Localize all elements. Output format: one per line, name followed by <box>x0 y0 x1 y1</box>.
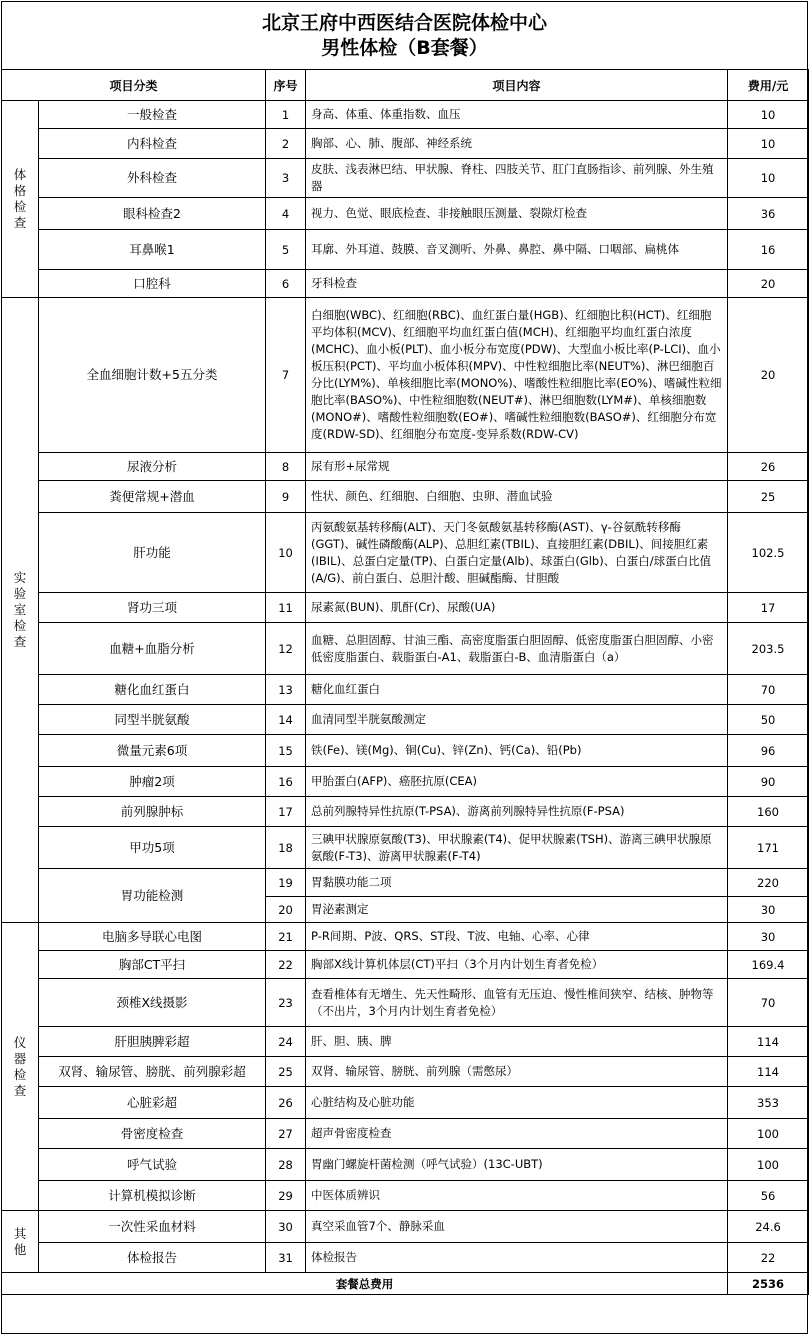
header-seq: 序号 <box>266 70 306 101</box>
table-row <box>2 979 809 1027</box>
seq-cell: 11 <box>266 593 306 623</box>
table-row <box>2 923 809 951</box>
table-row <box>2 623 809 675</box>
fee-cell: 20 <box>728 298 809 453</box>
fee-cell: 100 <box>728 1119 809 1149</box>
content-cell: 糖化血红蛋白 <box>306 675 728 705</box>
category-cell: 电脑多导联心电图 <box>39 923 266 951</box>
seq-cell: 2 <box>266 129 306 159</box>
header-category: 项目分类 <box>2 70 266 101</box>
fee-cell: 16 <box>728 230 809 270</box>
category-cell: 肾功三项 <box>39 593 266 623</box>
table-row <box>2 1027 809 1057</box>
fee-cell: 30 <box>728 923 809 951</box>
fee-cell: 100 <box>728 1149 809 1181</box>
content-cell: 尿有形+尿常规 <box>306 453 728 481</box>
content-cell: 胃黏膜功能二项 <box>306 869 728 897</box>
seq-cell: 4 <box>266 198 306 230</box>
fee-cell: 26 <box>728 453 809 481</box>
fee-cell: 220 <box>728 869 809 897</box>
content-cell: 中医体质辨识 <box>306 1181 728 1211</box>
content-cell: 白细胞(WBC)、红细胞(RBC)、血红蛋白量(HGB)、红细胞比积(HCT)、红细胞平均体积(MCV)、红细胞平均血红蛋白值(MCH)、红细胞平均血红蛋白浓度(MCHC)、血小板(PLT)、血小板分布宽度(PDW)、大型血小板比率(P-LCI)、血小板压积(PCT)、平均血小板体积(MPV)、中性粒细胞比率(NEUT%)、淋巴细胞百分比(LYM%)、单核细胞比率(MONO%)、嗜酸性粒细胞比率(EO%)、嗜碱性粒细胞比率(BASO%)、中性粒细胞数(NEUT#)、淋巴细胞数(LYM#)、单核细胞数(MONO#)、嗜酸性粒细胞数(EO#)、嗜碱性粒细胞数(BASO#)、红细胞分布宽度(RDW-SD)、红细胞分布宽度-变异系数(RDW-CV) <box>306 298 728 453</box>
seq-cell: 6 <box>266 270 306 298</box>
content-cell: 查看椎体有无增生、先天性畸形、血管有无压迫、慢性椎间狭窄、结核、肿物等（不出片，3个月内计划生育者免检） <box>306 979 728 1027</box>
table-row <box>2 675 809 705</box>
table-row <box>2 198 809 230</box>
group-label-lab: 实 验 室 检 查 <box>2 298 39 923</box>
category-cell: 全血细胞计数+5五分类 <box>39 298 266 453</box>
content-cell: 胸部、心、肺、腹部、神经系统 <box>306 129 728 159</box>
table-row <box>2 1149 809 1181</box>
table-row <box>2 705 809 735</box>
table-row <box>2 593 809 623</box>
content-cell: 心脏结构及心脏功能 <box>306 1087 728 1119</box>
group-label-other: 其 他 <box>2 1211 39 1273</box>
category-cell: 肝功能 <box>39 513 266 593</box>
category-cell: 体检报告 <box>39 1243 266 1273</box>
fee-cell: 70 <box>728 979 809 1027</box>
table-row <box>2 767 809 797</box>
exam-table <box>1 69 809 1295</box>
table-row <box>2 513 809 593</box>
category-cell: 一次性采血材料 <box>39 1211 266 1243</box>
content-cell: 甲胎蛋白(AFP)、癌胚抗原(CEA) <box>306 767 728 797</box>
header-fee: 费用/元 <box>728 70 809 101</box>
fee-cell: 114 <box>728 1027 809 1057</box>
table-row <box>2 1211 809 1243</box>
category-cell: 胃功能检测 <box>39 869 266 923</box>
category-cell: 微量元素6项 <box>39 735 266 767</box>
table-row <box>2 1243 809 1273</box>
header-content: 项目内容 <box>306 70 728 101</box>
content-cell: 视力、色觉、眼底检查、非接触眼压测量、裂隙灯检查 <box>306 198 728 230</box>
fee-cell: 24.6 <box>728 1211 809 1243</box>
content-cell: 超声骨密度检查 <box>306 1119 728 1149</box>
seq-cell: 12 <box>266 623 306 675</box>
seq-cell: 17 <box>266 797 306 827</box>
table-row <box>2 481 809 513</box>
fee-cell: 90 <box>728 767 809 797</box>
seq-cell: 16 <box>266 767 306 797</box>
table-row <box>2 129 809 159</box>
fee-cell: 203.5 <box>728 623 809 675</box>
fee-cell: 171 <box>728 827 809 869</box>
seq-cell: 25 <box>266 1057 306 1087</box>
category-cell: 双肾、输尿管、膀胱、前列腺彩超 <box>39 1057 266 1087</box>
content-cell: 胃幽门螺旋杆菌检测（呼气试验）(13C-UBT) <box>306 1149 728 1181</box>
content-cell: 肝、胆、胰、脾 <box>306 1027 728 1057</box>
seq-cell: 28 <box>266 1149 306 1181</box>
category-cell: 颈椎X线摄影 <box>39 979 266 1027</box>
content-cell: 胸部X线计算机体层(CT)平扫（3个月内计划生育者免检） <box>306 951 728 979</box>
content-cell: 皮肤、浅表淋巴结、甲状腺、脊柱、四肢关节、肛门直肠指诊、前列腺、外生殖器 <box>306 159 728 198</box>
seq-cell: 19 <box>266 869 306 897</box>
seq-cell: 21 <box>266 923 306 951</box>
fee-cell: 22 <box>728 1243 809 1273</box>
fee-cell: 102.5 <box>728 513 809 593</box>
category-cell: 口腔科 <box>39 270 266 298</box>
seq-cell: 29 <box>266 1181 306 1211</box>
seq-cell: 18 <box>266 827 306 869</box>
seq-cell: 15 <box>266 735 306 767</box>
fee-cell: 114 <box>728 1057 809 1087</box>
content-cell: 双肾、输尿管、膀胱、前列腺（需憋尿） <box>306 1057 728 1087</box>
category-cell: 同型半胱氨酸 <box>39 705 266 735</box>
content-cell: 血糖、总胆固醇、甘油三酯、高密度脂蛋白胆固醇、低密度脂蛋白胆固醇、小密低密度脂蛋白、载脂蛋白-A1、载脂蛋白-B、血清脂蛋白（a） <box>306 623 728 675</box>
table-row <box>2 1057 809 1087</box>
seq-cell: 31 <box>266 1243 306 1273</box>
content-cell: 性状、颜色、红细胞、白细胞、虫卵、潜血试验 <box>306 481 728 513</box>
content-cell: 丙氨酸氨基转移酶(ALT)、天门冬氨酸氨基转移酶(AST)、γ-谷氨酰转移酶(GGT)、碱性磷酸酶(ALP)、总胆红素(TBIL)、直接胆红素(DBIL)、间接胆红素(IBIL)、总蛋白定量(TP)、白蛋白定量(Alb)、球蛋白(Glb)、白蛋白/球蛋白比值(A/G)、前白蛋白、总胆汁酸、胆碱酯酶、甘胆酸 <box>306 513 728 593</box>
group-label-instrument: 仪 器 检 查 <box>2 923 39 1211</box>
table-row <box>2 101 809 129</box>
fee-cell: 30 <box>728 897 809 923</box>
content-cell: 尿素氮(BUN)、肌酐(Cr)、尿酸(UA) <box>306 593 728 623</box>
category-cell: 血糖+血脂分析 <box>39 623 266 675</box>
category-cell: 尿液分析 <box>39 453 266 481</box>
fee-cell: 20 <box>728 270 809 298</box>
table-row <box>2 1181 809 1211</box>
total-value: 2536 <box>728 1273 809 1295</box>
category-cell: 外科检查 <box>39 159 266 198</box>
category-cell: 计算机模拟诊断 <box>39 1181 266 1211</box>
seq-cell: 7 <box>266 298 306 453</box>
fee-cell: 160 <box>728 797 809 827</box>
category-cell: 胸部CT平扫 <box>39 951 266 979</box>
title-package: 男性体检（B套餐） <box>321 37 488 59</box>
fee-cell: 50 <box>728 705 809 735</box>
table-row <box>2 159 809 198</box>
fee-cell: 10 <box>728 159 809 198</box>
fee-cell: 353 <box>728 1087 809 1119</box>
table-row <box>2 827 809 869</box>
category-cell: 内科检查 <box>39 129 266 159</box>
category-cell: 甲功5项 <box>39 827 266 869</box>
package-sheet <box>1 1 808 1334</box>
table-row <box>2 1087 809 1119</box>
content-cell: 真空采血管7个、静脉采血 <box>306 1211 728 1243</box>
table-row <box>2 453 809 481</box>
category-cell: 肝胆胰脾彩超 <box>39 1027 266 1057</box>
total-label: 套餐总费用 <box>2 1273 728 1295</box>
table-row <box>2 869 809 897</box>
category-cell: 前列腺肿标 <box>39 797 266 827</box>
category-cell: 一般检查 <box>39 101 266 129</box>
seq-cell: 5 <box>266 230 306 270</box>
table-row <box>2 951 809 979</box>
table-row <box>2 298 809 453</box>
category-cell: 眼科检查2 <box>39 198 266 230</box>
seq-cell: 24 <box>266 1027 306 1057</box>
table-row <box>2 735 809 767</box>
fee-cell: 169.4 <box>728 951 809 979</box>
seq-cell: 10 <box>266 513 306 593</box>
seq-cell: 27 <box>266 1119 306 1149</box>
table-row <box>2 270 809 298</box>
table-row <box>2 797 809 827</box>
seq-cell: 23 <box>266 979 306 1027</box>
content-cell: 身高、体重、体重指数、血压 <box>306 101 728 129</box>
content-cell: 牙科检查 <box>306 270 728 298</box>
category-cell: 粪便常规+潜血 <box>39 481 266 513</box>
seq-cell: 26 <box>266 1087 306 1119</box>
fee-cell: 36 <box>728 198 809 230</box>
content-cell: P-R间期、P波、QRS、ST段、T波、电轴、心率、心律 <box>306 923 728 951</box>
table-row <box>2 1119 809 1149</box>
content-cell: 总前列腺特异性抗原(T-PSA)、游离前列腺特异性抗原(F-PSA) <box>306 797 728 827</box>
content-cell: 血清同型半胱氨酸测定 <box>306 705 728 735</box>
title-hospital: 北京王府中西医结合医院体检中心 <box>261 12 547 34</box>
seq-cell: 3 <box>266 159 306 198</box>
table-row <box>2 230 809 270</box>
seq-cell: 22 <box>266 951 306 979</box>
category-cell: 糖化血红蛋白 <box>39 675 266 705</box>
fee-cell: 25 <box>728 481 809 513</box>
seq-cell: 1 <box>266 101 306 129</box>
category-cell: 肿瘤2项 <box>39 767 266 797</box>
page-title <box>2 2 807 69</box>
fee-cell: 17 <box>728 593 809 623</box>
fee-cell: 70 <box>728 675 809 705</box>
seq-cell: 9 <box>266 481 306 513</box>
seq-cell: 13 <box>266 675 306 705</box>
category-cell: 耳鼻喉1 <box>39 230 266 270</box>
content-cell: 三碘甲状腺原氨酸(T3)、甲状腺素(T4)、促甲状腺素(TSH)、游离三碘甲状腺原氨酸(F-T3)、游离甲状腺素(F-T4) <box>306 827 728 869</box>
fee-cell: 10 <box>728 129 809 159</box>
fee-cell: 56 <box>728 1181 809 1211</box>
content-cell: 耳廓、外耳道、鼓膜、音叉测听、外鼻、鼻腔、鼻中隔、口咽部、扁桃体 <box>306 230 728 270</box>
content-cell: 胃泌素测定 <box>306 897 728 923</box>
category-cell: 骨密度检查 <box>39 1119 266 1149</box>
total-row <box>2 1273 809 1295</box>
fee-cell: 96 <box>728 735 809 767</box>
seq-cell: 30 <box>266 1211 306 1243</box>
fee-cell: 10 <box>728 101 809 129</box>
table-body <box>2 101 809 1295</box>
category-cell: 呼气试验 <box>39 1149 266 1181</box>
seq-cell: 20 <box>266 897 306 923</box>
table-header-row <box>2 70 809 101</box>
content-cell: 铁(Fe)、镁(Mg)、铜(Cu)、锌(Zn)、钙(Ca)、铅(Pb) <box>306 735 728 767</box>
group-label-physical: 体 格 检 查 <box>2 101 39 298</box>
seq-cell: 8 <box>266 453 306 481</box>
category-cell: 心脏彩超 <box>39 1087 266 1119</box>
seq-cell: 14 <box>266 705 306 735</box>
content-cell: 体检报告 <box>306 1243 728 1273</box>
